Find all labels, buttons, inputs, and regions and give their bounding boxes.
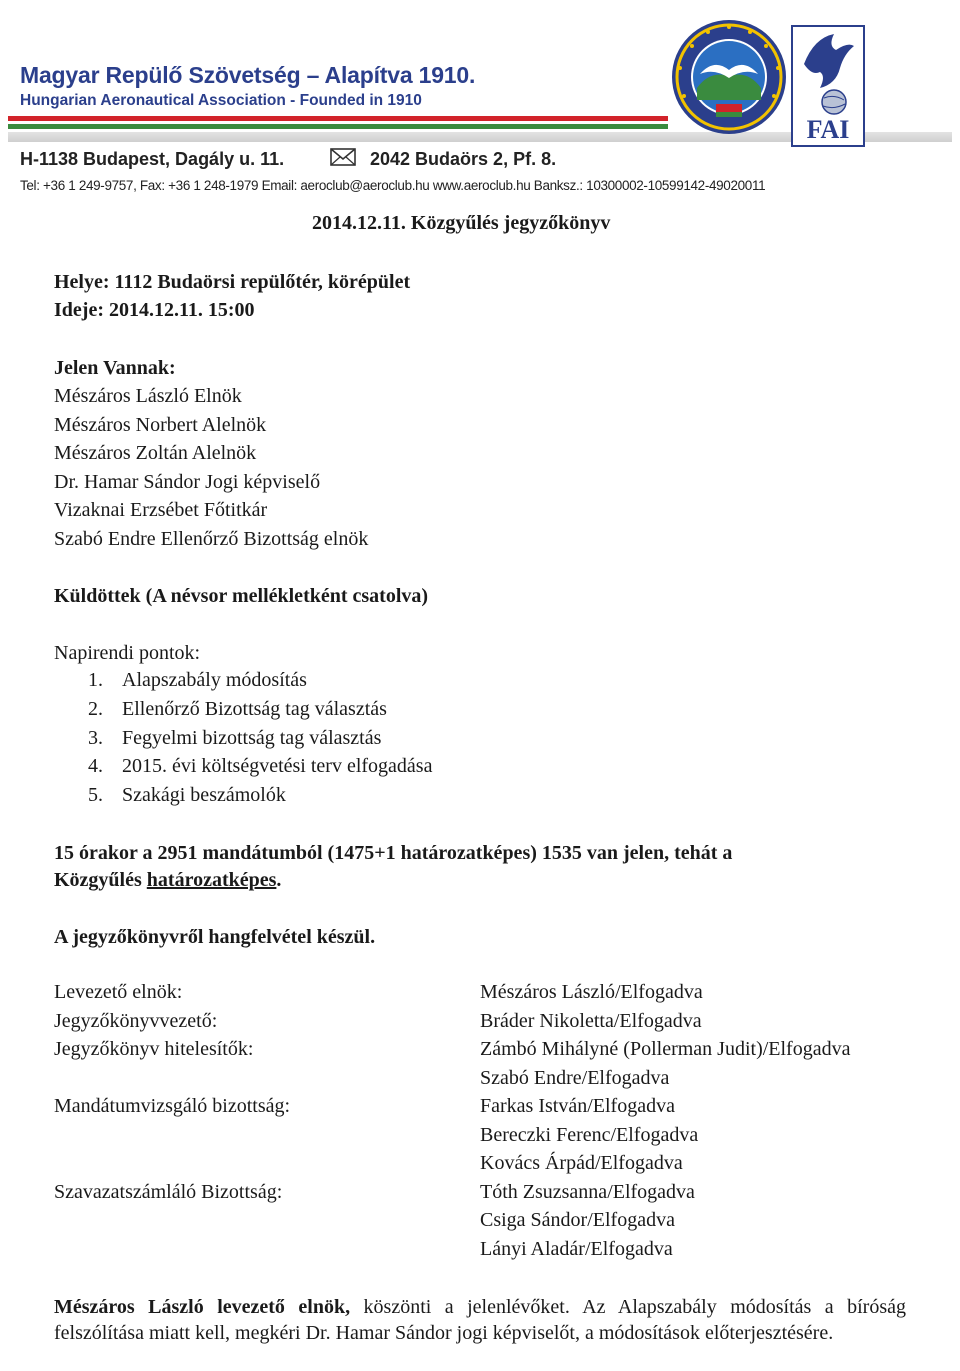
role-value: Lányi Aladár/Elfogadva — [480, 1238, 673, 1260]
closing-lead: Mészáros László levezető elnök, — [54, 1296, 351, 1318]
meeting-time: Ideje: 2014.12.11. 15:00 — [54, 299, 255, 321]
role-label-chair: Levezető elnök: — [54, 981, 183, 1003]
agenda-item — [88, 669, 307, 692]
contact-line: Tel: +36 1 249-9757, Fax: +36 1 248-1979 Email: aeroclub@aeroclub.hu www.aeroclub.hu Banksz.: 10300002-10599142-49020011 — [20, 178, 766, 193]
fai-logo — [790, 24, 866, 148]
role-value: Bereczki Ferenc/Elfogadva — [480, 1124, 699, 1146]
closing-text: köszönti a jelenlévőket. Az Alapszabály módosítás a bíróság felszólítása miatt kell, megkéri Dr. Hamar Sándor jogi képviselőt, a módosítások előterjesztésére. — [54, 1296, 906, 1344]
delegates-note: Küldöttek (A névsor mellékletként csatolva) — [54, 585, 429, 607]
role-value: Tóth Zsuzsanna/Elfogadva — [480, 1181, 695, 1203]
present-person: Mészáros Norbert Alelnök — [54, 414, 267, 436]
role-value: Kovács Árpád/Elfogadva — [480, 1152, 683, 1174]
agenda-item-text: Fegyelmi bizottság tag választás — [122, 727, 382, 749]
present-person: Szabó Endre Ellenőrző Bizottság elnök — [54, 528, 369, 550]
present-person: Dr. Hamar Sándor Jogi képviselő — [54, 471, 321, 493]
agenda-item — [88, 698, 387, 721]
role-label-mandate: Mandátumvizsgáló bizottság: — [54, 1095, 291, 1117]
quorum-statement: 15 órakor a 2951 mandátumból (1475+1 határozatképes) 1535 van jelen, tehát a — [54, 842, 733, 864]
quorum-suffix: . — [276, 869, 282, 891]
agenda-item-text: 2015. évi költségvetési terv elfogadása — [122, 755, 433, 777]
agenda-item — [88, 755, 432, 778]
agenda-item-number: 4. — [88, 755, 103, 777]
role-value: Bráder Nikoletta/Elfogadva — [480, 1010, 702, 1032]
agenda-item — [88, 784, 286, 807]
agenda-item — [88, 727, 381, 750]
agenda-item-number: 2. — [88, 698, 103, 720]
role-value: Mészáros László/Elfogadva — [480, 981, 703, 1003]
envelope-icon — [330, 148, 356, 166]
present-person: Mészáros Zoltán Alelnök — [54, 442, 257, 464]
agenda-heading: Napirendi pontok: — [54, 642, 201, 664]
letterhead — [8, 8, 952, 198]
present-person: Vizaknai Erzsébet Főtitkár — [54, 499, 268, 521]
agenda-item-text: Ellenőrző Bizottság tag választás — [122, 698, 387, 720]
role-label-count: Szavazatszámláló Bizottság: — [54, 1181, 283, 1203]
role-label-minutes: Jegyzőkönyvvezető: — [54, 1010, 218, 1032]
fai-label: FAI — [806, 115, 850, 144]
role-value: Szabó Endre/Elfogadva — [480, 1067, 670, 1089]
postal-address: 2042 Budaörs 2, Pf. 8. — [370, 149, 557, 169]
document-title: 2014.12.11. Közgyűlés jegyzőkönyv — [312, 212, 611, 234]
present-person: Mészáros László Elnök — [54, 385, 242, 407]
flag-stripe-green — [8, 124, 668, 129]
role-value: Zámbó Mihályné (Pollerman Judit)/Elfogadva — [480, 1038, 851, 1060]
org-address: H-1138 Budapest, Dagály u. 11. — [20, 149, 285, 169]
agenda-item-number: 3. — [88, 727, 103, 749]
recording-note: A jegyzőkönyvről hangfelvétel készül. — [54, 926, 376, 948]
agenda-item-text: Szakági beszámolók — [122, 784, 286, 806]
role-value: Farkas István/Elfogadva — [480, 1095, 675, 1117]
closing-paragraph — [54, 1294, 906, 1346]
agenda-item-number: 1. — [88, 669, 103, 691]
role-value: Csiga Sándor/Elfogadva — [480, 1209, 675, 1231]
org-name-en: Hungarian Aeronautical Association - Founded in 1910 — [20, 92, 422, 109]
quorum-keyword: határozatképes — [146, 869, 277, 891]
agenda-item-number: 5. — [88, 784, 103, 806]
org-name: Magyar Repülő Szövetség – Alapítva 1910. — [20, 62, 476, 88]
quorum-statement-cont — [54, 868, 281, 892]
quorum-prefix: Közgyűlés — [54, 869, 147, 891]
role-label-authenticators: Jegyzőkönyv hitelesítők: — [54, 1038, 254, 1060]
present-heading: Jelen Vannak: — [54, 357, 176, 379]
association-seal-logo — [670, 18, 788, 136]
meeting-place: Helye: 1112 Budaörsi repülőtér, körépület — [54, 271, 411, 293]
agenda-item-text: Alapszabály módosítás — [122, 669, 307, 691]
